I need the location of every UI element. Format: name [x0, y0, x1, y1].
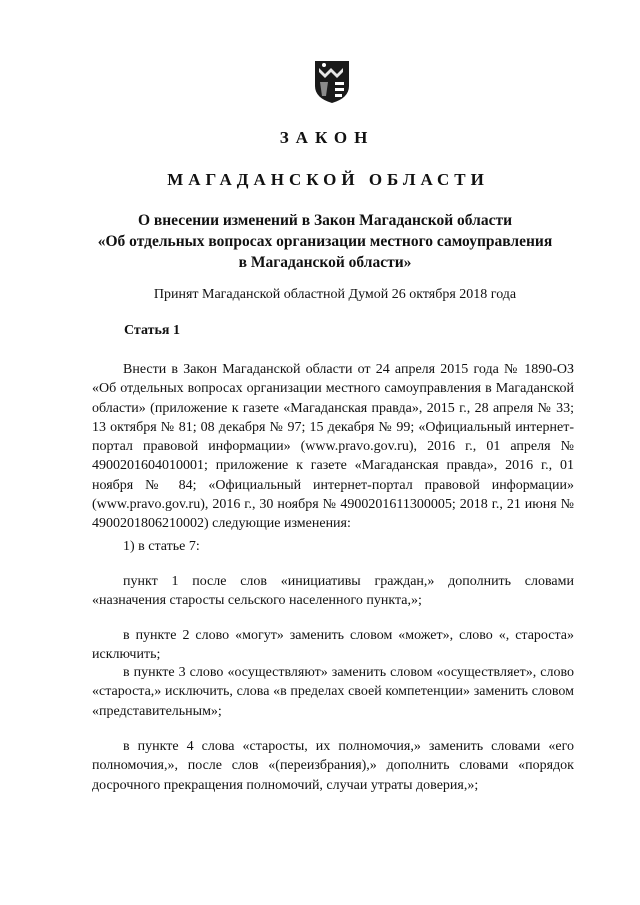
subject-line: О внесении изменений в Закон Магаданской области [137, 212, 513, 229]
amendment-paragraph: пункт 1 после слов «инициативы граждан,» дополнить словами «назначения старосты сельского населенного пункта,»; [92, 574, 574, 609]
amendment-paragraph: в пункте 4 слова «старосты, их полномочия,» заменить словами «его полномочия,», после слов «(переизбрания),» дополнить словами «порядок досрочного прекращения полномочий, случаи утраты доверия,»; [92, 739, 574, 793]
amendment-paragraph: в пункте 3 слово «осуществляют» заменить словом «осуществляет», слово «староста,» исключить, слова «в пределах своей компетенции» заменить словом «представительным»; [92, 665, 574, 719]
subject-line: в Магаданской области» [238, 254, 412, 271]
issuing-region-title: МАГАДАНСКОЙ ОБЛАСТИ [167, 170, 489, 189]
document-type-title: ЗАКОН [279, 128, 375, 147]
article-heading: Статья 1 [124, 323, 180, 338]
coat-of-arms-icon [314, 60, 350, 104]
amendment-paragraph: в пункте 2 слово «могут» заменить словом «может», слово «, староста» исключить; [92, 628, 574, 663]
law-subject-heading [90, 210, 560, 273]
subject-line: «Об отдельных вопросах организации местного самоуправления [97, 233, 553, 250]
intro-paragraph: Внести в Закон Магаданской области от 24 апреля 2015 года № 1890-ОЗ «Об отдельных вопросах организации местного самоуправления в Магаданской области» (приложение к газете «Магаданская правда», 2015 г., 28 апреля № 33; 13 октября № 81; 08 декабря № 97; 15 декабря № 99; «Официальный интернет-портал правовой информации» (www.pravo.gov.ru), 2016 г., 01 апреля № 4900201604010001; приложение к газете «Магаданская правда», 2016 г., 01 ноября № 84; «Официальный интернет-портал правовой информации» (www.pravo.gov.ru), 2016 г., 30 ноября № 4900201611300005; 2018 г., 21 июня № 4900201806210002) следующие изменения: [92, 362, 574, 532]
item-heading-paragraph: 1) в статье 7: [123, 539, 200, 554]
adoption-statement: Принят Магаданской областной Думой 26 октября 2018 года [153, 287, 517, 302]
